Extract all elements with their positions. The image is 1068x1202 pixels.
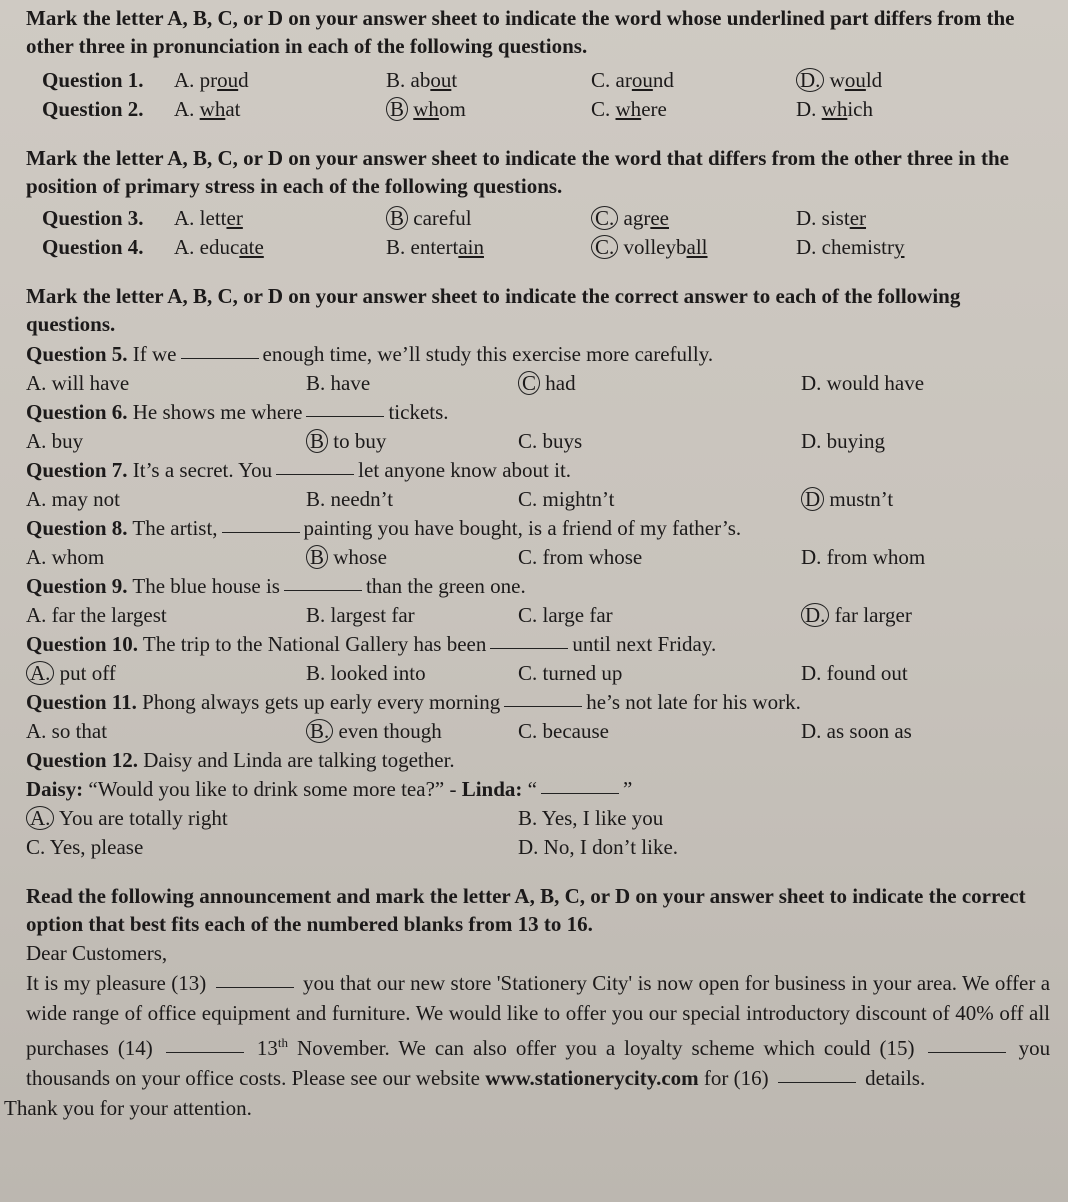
question-label: Question 7. <box>26 458 128 482</box>
option-a <box>26 601 167 630</box>
question-11 <box>26 688 1050 746</box>
section2-instruction: Mark the letter A, B, C, or D on your answer sheet to indicate the word that differs from the other three in the position of primary stress in each of the following questions. <box>26 146 1009 198</box>
question-12-stem <box>26 746 1050 775</box>
underlined-part: wh <box>821 97 848 121</box>
stem-end: let anyone know about it. <box>358 458 572 482</box>
option-a-letter: A. <box>26 719 47 743</box>
question-5 <box>26 340 1050 398</box>
option-c <box>518 369 576 398</box>
section1-instruction: Mark the letter A, B, C, or D on your answer sheet to indicate the word whose underlined part differs from the other three in pronunciation in each of the following questions. <box>26 6 1015 58</box>
section3-instruction: Mark the letter A, B, C, or D on your answer sheet to indicate the correct answer to each of the following questions. <box>26 284 961 336</box>
blank-13 <box>216 986 294 988</box>
option-c <box>518 601 613 630</box>
option-text: will have <box>51 371 130 395</box>
option-c-letter: C. <box>26 835 46 859</box>
stem-start: It’s a secret. You <box>132 458 273 482</box>
section3-questions <box>26 340 1050 746</box>
option-c-letter: C. <box>591 68 611 92</box>
option-c-letter: C. <box>591 235 618 259</box>
stem-start: The artist, <box>132 516 218 540</box>
option-a-letter: A. <box>174 97 195 121</box>
closing-line: Thank you for your attention. <box>4 1096 252 1120</box>
answer-blank <box>490 647 568 649</box>
underlined-part: ate <box>239 235 264 259</box>
option-d <box>796 66 882 95</box>
question-12-label: Question 12. <box>26 748 139 772</box>
option-c-letter: C. <box>518 661 538 685</box>
option-a <box>26 804 228 833</box>
option-a-letter: A. <box>174 235 195 259</box>
underlined-part: wh <box>199 97 226 121</box>
option-c <box>591 66 674 95</box>
options-row-2 <box>26 833 1050 862</box>
option-a <box>174 233 264 262</box>
options-row <box>26 601 1050 630</box>
option-d-letter: D <box>801 487 824 511</box>
option-c-letter: C. <box>518 429 538 453</box>
answer-blank <box>541 792 619 794</box>
stem-start: Phong always gets up early every morning <box>142 690 501 714</box>
option-word: chemistry <box>821 235 905 259</box>
option-text: buy <box>51 429 84 453</box>
option-text: from whom <box>826 545 926 569</box>
option-a-letter: A. <box>26 603 47 627</box>
option-text: whom <box>51 545 105 569</box>
stem-start: The blue house is <box>132 574 280 598</box>
option-d-letter: D. <box>796 206 817 230</box>
option-b <box>306 601 415 630</box>
option-d <box>801 601 912 630</box>
option-b <box>306 659 426 688</box>
underlined-part: er <box>849 206 867 230</box>
option-b <box>518 804 663 833</box>
option-b-letter: B. <box>306 719 333 743</box>
option-text: would have <box>826 371 925 395</box>
option-a-letter: A. <box>26 806 54 830</box>
answer-blank <box>276 473 354 475</box>
option-word: whom <box>413 97 466 121</box>
question-12-dialogue <box>26 775 1050 804</box>
option-c-letter: C. <box>518 487 538 511</box>
option-d <box>796 233 904 262</box>
question-10 <box>26 630 1050 688</box>
option-text: put off <box>59 661 116 685</box>
stem-end: he’s not late for his work. <box>586 690 801 714</box>
option-b <box>306 485 393 514</box>
section4-instruction: Read the following announcement and mark the letter A, B, C, or D on your answer sheet to indicate the correct option that best fits each of the numbered blanks from 13 to 16. <box>26 884 1026 936</box>
question-label: Question 1. <box>42 68 144 92</box>
option-d <box>801 369 924 398</box>
option-text: Yes, please <box>49 835 144 859</box>
options-row <box>26 717 1050 746</box>
option-d-letter: D. <box>801 371 822 395</box>
option-text: turned up <box>542 661 623 685</box>
option-d <box>796 95 873 124</box>
option-word: educate <box>199 235 264 259</box>
option-text: large far <box>542 603 613 627</box>
option-word: about <box>410 68 458 92</box>
option-b-letter: B <box>386 97 408 121</box>
option-word: letter <box>199 206 243 230</box>
stem-start: The trip to the National Gallery has been <box>142 632 487 656</box>
option-b-letter: B. <box>518 806 538 830</box>
option-text: mustn’t <box>829 487 894 511</box>
option-b-letter: B. <box>306 371 326 395</box>
option-d <box>801 427 885 456</box>
body-part-6: details. <box>865 1066 926 1090</box>
linda-label: Linda: <box>461 777 523 801</box>
option-text: buys <box>542 429 583 453</box>
option-c <box>518 485 614 514</box>
option-word: proud <box>199 68 249 92</box>
date-suffix: th <box>277 1035 288 1050</box>
date-number: 13 <box>256 1036 278 1060</box>
options-row-1 <box>26 804 1050 833</box>
option-text: even though <box>338 719 442 743</box>
question-stem <box>26 398 1050 427</box>
underlined-part: ou <box>217 68 239 92</box>
options-row <box>26 369 1050 398</box>
body-part-3: November. We can also offer you a loyalty scheme which could (15) <box>297 1036 915 1060</box>
option-c-letter: C. <box>518 545 538 569</box>
option-a <box>26 485 120 514</box>
option-b <box>386 95 466 124</box>
question-label: Question 11. <box>26 690 137 714</box>
option-b-letter: B. <box>306 603 326 627</box>
option-c <box>591 95 667 124</box>
option-word: entertain <box>410 235 484 259</box>
option-d-letter: D. <box>801 429 822 453</box>
option-b-letter: B. <box>306 661 326 685</box>
option-d-letter: D. <box>801 603 829 627</box>
question-label: Question 3. <box>42 206 144 230</box>
question-label: Question 5. <box>26 342 128 366</box>
underlined-part: ou <box>844 68 866 92</box>
section1-questions <box>26 66 1050 124</box>
option-text: far the largest <box>51 603 167 627</box>
option-c-letter: C. <box>591 97 611 121</box>
question-9 <box>26 572 1050 630</box>
section2-question-1 <box>26 204 1050 233</box>
option-b <box>306 427 386 456</box>
section2-question-2 <box>26 233 1050 262</box>
option-d <box>801 543 925 572</box>
option-b-letter: B. <box>386 68 406 92</box>
stem-end: painting you have bought, is a friend of my father’s. <box>303 516 742 540</box>
option-text: had <box>545 371 576 395</box>
option-a-letter: A. <box>26 429 47 453</box>
option-word: where <box>615 97 667 121</box>
question-stem <box>26 688 1050 717</box>
options-row <box>26 485 1050 514</box>
option-d-letter: D. <box>518 835 539 859</box>
option-text: buying <box>826 429 886 453</box>
option-b <box>386 204 472 233</box>
question-label: Question 4. <box>42 235 144 259</box>
underlined-part: wh <box>615 97 642 121</box>
stem-end: tickets. <box>388 400 449 424</box>
stem-start: He shows me where <box>132 400 303 424</box>
option-d <box>801 717 912 746</box>
option-c-letter: C. <box>518 603 538 627</box>
daisy-text: “Would you like to drink some more tea?” - <box>88 777 457 801</box>
option-text: Yes, I like you <box>541 806 664 830</box>
question-12-text: Daisy and Linda are talking together. <box>143 748 455 772</box>
option-text: may not <box>51 487 120 511</box>
question-stem <box>26 514 1050 543</box>
option-b <box>306 369 370 398</box>
option-c-letter: C. <box>591 206 618 230</box>
option-text: found out <box>826 661 908 685</box>
option-b <box>306 717 442 746</box>
option-b <box>386 66 457 95</box>
blank-16 <box>778 1081 856 1083</box>
question-12-options <box>26 804 1050 862</box>
option-b-letter: B <box>386 206 408 230</box>
section1-question-1 <box>26 66 1050 95</box>
question-label: Question 6. <box>26 400 128 424</box>
option-word: careful <box>413 206 472 230</box>
option-text: largest far <box>330 603 415 627</box>
option-a-letter: A. <box>26 371 47 395</box>
option-word: would <box>829 68 883 92</box>
option-c <box>518 659 622 688</box>
underlined-part: ou <box>430 68 452 92</box>
question-12 <box>26 746 1050 862</box>
underlined-part: all <box>686 235 708 259</box>
option-text: because <box>542 719 609 743</box>
option-b-letter: B. <box>306 487 326 511</box>
option-a <box>26 543 104 572</box>
option-text: so that <box>51 719 108 743</box>
option-word: what <box>199 97 241 121</box>
option-d-letter: D. <box>796 235 817 259</box>
option-text: far larger <box>834 603 912 627</box>
option-a-letter: A. <box>26 661 54 685</box>
option-word: agree <box>623 206 669 230</box>
underlined-part: er <box>226 206 243 230</box>
option-d <box>801 485 893 514</box>
option-d-letter: D. <box>801 719 822 743</box>
options-row <box>26 659 1050 688</box>
answer-blank <box>222 531 300 533</box>
option-b-letter: B <box>306 545 328 569</box>
option-d-letter: D. <box>796 97 817 121</box>
stem-end: enough time, we’ll study this exercise more carefully. <box>262 342 714 366</box>
option-d-letter: D. <box>801 545 822 569</box>
option-c <box>518 543 642 572</box>
option-word: around <box>615 68 674 92</box>
option-a <box>174 66 249 95</box>
question-stem <box>26 456 1050 485</box>
answer-blank <box>504 705 582 707</box>
stem-start: If we <box>132 342 177 366</box>
option-a <box>174 204 243 233</box>
question-label: Question 2. <box>42 97 144 121</box>
announcement-body <box>26 968 1050 1093</box>
option-a-letter: A. <box>174 68 195 92</box>
option-a <box>26 717 107 746</box>
underlined-part: ou <box>631 68 653 92</box>
option-word: volleyball <box>623 235 708 259</box>
underlined-part: wh <box>413 97 439 121</box>
answer-blank <box>284 589 362 591</box>
underlined-part: ee <box>650 206 669 230</box>
section1-question-2 <box>26 95 1050 124</box>
question-label: Question 9. <box>26 574 128 598</box>
question-stem <box>26 572 1050 601</box>
option-d-letter: D. <box>801 661 822 685</box>
option-text: needn’t <box>330 487 394 511</box>
option-text: as soon as <box>826 719 912 743</box>
option-d <box>518 833 678 862</box>
body-part-5: for (16) <box>703 1066 769 1090</box>
option-c-letter: C <box>518 371 540 395</box>
option-b-letter: B <box>306 429 328 453</box>
stem-end: than the green one. <box>365 574 526 598</box>
section2-questions <box>26 204 1050 262</box>
option-b-letter: B. <box>386 235 406 259</box>
linda-open-quote: “ <box>527 777 537 801</box>
option-c <box>518 717 609 746</box>
question-6 <box>26 398 1050 456</box>
website-text: www.stationerycity.com <box>485 1066 699 1090</box>
option-a-letter: A. <box>174 206 195 230</box>
option-text: mightn’t <box>542 487 615 511</box>
option-a <box>26 427 83 456</box>
question-7 <box>26 456 1050 514</box>
option-c <box>591 233 708 262</box>
option-b <box>386 233 484 262</box>
underlined-part: y <box>893 235 905 259</box>
option-text: looked into <box>330 661 426 685</box>
option-a <box>26 659 116 688</box>
answer-blank <box>181 357 259 359</box>
question-label: Question 10. <box>26 632 139 656</box>
question-stem <box>26 340 1050 369</box>
question-stem <box>26 630 1050 659</box>
body-part-4: you thousands on your office costs. Please see our website <box>26 1036 1051 1090</box>
options-row <box>26 427 1050 456</box>
answer-blank <box>306 415 384 417</box>
option-a <box>26 369 129 398</box>
underlined-part: ain <box>458 235 484 259</box>
option-d <box>801 659 908 688</box>
stem-end: until next Friday. <box>572 632 717 656</box>
option-text: whose <box>333 545 387 569</box>
option-text: have <box>330 371 371 395</box>
blank-14 <box>166 1051 244 1053</box>
option-d <box>796 204 866 233</box>
option-word: sister <box>821 206 867 230</box>
option-c <box>26 833 143 862</box>
option-a-letter: A. <box>26 545 47 569</box>
option-b <box>306 543 387 572</box>
body-part-1: It is my pleasure (13) <box>26 971 207 995</box>
option-c-letter: C. <box>518 719 538 743</box>
option-text: You are totally right <box>58 806 228 830</box>
body-part-2: you that our new store 'Stationery City' is now open for business in your area. We offer a wide range of office equipment and furniture. We would like to offer you our special introductory discount of 40% off all purchases (14) <box>26 971 1051 1060</box>
blank-15 <box>928 1051 1006 1053</box>
option-c <box>591 204 669 233</box>
question-label: Question 8. <box>26 516 128 540</box>
option-text: from whose <box>542 545 643 569</box>
option-text: to buy <box>333 429 387 453</box>
option-c <box>518 427 582 456</box>
option-d-letter: D. <box>796 68 824 92</box>
daisy-label: Daisy: <box>26 777 84 801</box>
options-row <box>26 543 1050 572</box>
greeting: Dear Customers, <box>26 941 168 965</box>
option-a <box>174 95 241 124</box>
option-a-letter: A. <box>26 487 47 511</box>
linda-close-quote: ” <box>623 777 633 801</box>
question-8 <box>26 514 1050 572</box>
option-word: which <box>821 97 873 121</box>
option-text: No, I don’t like. <box>543 835 679 859</box>
